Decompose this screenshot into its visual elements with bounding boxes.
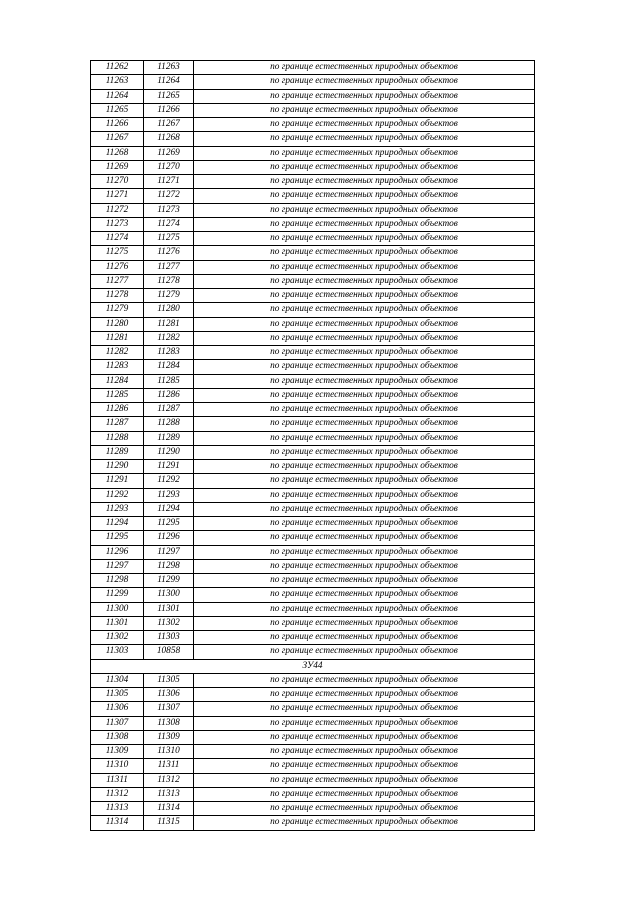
table-row	[91, 75, 535, 89]
table-row	[91, 303, 535, 317]
point-to-cell: 11282	[144, 331, 194, 345]
boundary-description-cell: по границе естественных природных объектов	[194, 474, 535, 488]
boundary-description-cell: по границе естественных природных объектов	[194, 445, 535, 459]
boundary-description-cell: по границе естественных природных объектов	[194, 745, 535, 759]
table-row	[91, 289, 535, 303]
table-row	[91, 816, 535, 830]
point-from-cell: 11282	[91, 346, 144, 360]
table-row	[91, 545, 535, 559]
point-to-cell: 11271	[144, 175, 194, 189]
point-from-cell: 11309	[91, 745, 144, 759]
point-to-cell: 11314	[144, 802, 194, 816]
boundary-description-cell: по границе естественных природных объектов	[194, 602, 535, 616]
point-to-cell: 11267	[144, 118, 194, 132]
point-from-cell: 11284	[91, 374, 144, 388]
point-to-cell: 11273	[144, 203, 194, 217]
table-row	[91, 445, 535, 459]
table-row	[91, 602, 535, 616]
point-to-cell: 11272	[144, 189, 194, 203]
boundary-description-cell: по границе естественных природных объектов	[194, 388, 535, 402]
table-row	[91, 317, 535, 331]
point-from-cell: 11310	[91, 759, 144, 773]
boundary-description-cell: по границе естественных природных объектов	[194, 246, 535, 260]
table-row	[91, 574, 535, 588]
point-from-cell: 11297	[91, 559, 144, 573]
table-row	[91, 89, 535, 103]
point-from-cell: 11262	[91, 61, 144, 75]
boundary-description-cell: по границе естественных природных объектов	[194, 773, 535, 787]
point-from-cell: 11275	[91, 246, 144, 260]
point-from-cell: 11291	[91, 474, 144, 488]
boundary-description-cell: по границе естественных природных объектов	[194, 730, 535, 744]
point-to-cell: 11297	[144, 545, 194, 559]
point-to-cell: 11277	[144, 260, 194, 274]
boundary-description-cell: по границе естественных природных объектов	[194, 260, 535, 274]
point-from-cell: 11299	[91, 588, 144, 602]
table-row	[91, 61, 535, 75]
point-from-cell: 11286	[91, 403, 144, 417]
table-row	[91, 217, 535, 231]
boundary-description-cell: по границе естественных природных объектов	[194, 346, 535, 360]
point-to-cell: 11281	[144, 317, 194, 331]
point-to-cell: 11286	[144, 388, 194, 402]
point-from-cell: 11302	[91, 631, 144, 645]
point-from-cell: 11271	[91, 189, 144, 203]
point-from-cell: 11283	[91, 360, 144, 374]
boundary-description-cell: по границе естественных природных объектов	[194, 645, 535, 659]
point-to-cell: 11303	[144, 631, 194, 645]
boundary-description-cell: по границе естественных природных объектов	[194, 61, 535, 75]
table-row	[91, 146, 535, 160]
point-to-cell: 11288	[144, 417, 194, 431]
point-to-cell: 11289	[144, 431, 194, 445]
boundary-description-cell: по границе естественных природных объектов	[194, 716, 535, 730]
point-from-cell: 11314	[91, 816, 144, 830]
point-from-cell: 11294	[91, 517, 144, 531]
point-to-cell: 11291	[144, 460, 194, 474]
table-row	[91, 616, 535, 630]
boundary-description-cell: по границе естественных природных объектов	[194, 331, 535, 345]
point-from-cell: 11311	[91, 773, 144, 787]
table-row	[91, 688, 535, 702]
point-from-cell: 11267	[91, 132, 144, 146]
point-to-cell: 11275	[144, 232, 194, 246]
boundary-description-cell: по границе естественных природных объектов	[194, 616, 535, 630]
point-from-cell: 11303	[91, 645, 144, 659]
table-row	[91, 759, 535, 773]
table-row	[91, 189, 535, 203]
point-to-cell: 11301	[144, 602, 194, 616]
point-to-cell: 11311	[144, 759, 194, 773]
table-row	[91, 559, 535, 573]
point-to-cell: 11295	[144, 517, 194, 531]
boundary-description-cell: по границе естественных природных объектов	[194, 787, 535, 801]
boundary-description-cell: по границе естественных природных объектов	[194, 132, 535, 146]
point-from-cell: 11313	[91, 802, 144, 816]
boundary-description-cell: по границе естественных природных объектов	[194, 702, 535, 716]
table-row	[91, 232, 535, 246]
point-to-cell: 11278	[144, 274, 194, 288]
section-heading-row	[91, 659, 535, 673]
boundary-description-cell: по границе естественных природных объектов	[194, 431, 535, 445]
table-row	[91, 745, 535, 759]
table-row	[91, 702, 535, 716]
boundary-description-cell: по границе естественных природных объектов	[194, 317, 535, 331]
point-from-cell: 11312	[91, 787, 144, 801]
table-row	[91, 474, 535, 488]
point-to-cell: 11280	[144, 303, 194, 317]
boundary-description-cell: по границе естественных природных объектов	[194, 75, 535, 89]
boundary-description-cell: по границе естественных природных объектов	[194, 631, 535, 645]
point-from-cell: 11278	[91, 289, 144, 303]
point-from-cell: 11308	[91, 730, 144, 744]
point-from-cell: 11289	[91, 445, 144, 459]
point-to-cell: 11308	[144, 716, 194, 730]
table-row	[91, 502, 535, 516]
table-row	[91, 118, 535, 132]
point-from-cell: 11287	[91, 417, 144, 431]
point-from-cell: 11263	[91, 75, 144, 89]
boundary-description-cell: по границе естественных природных объектов	[194, 203, 535, 217]
table-row	[91, 160, 535, 174]
point-to-cell: 11274	[144, 217, 194, 231]
point-to-cell: 11293	[144, 488, 194, 502]
table-row	[91, 460, 535, 474]
table-body	[91, 61, 535, 831]
point-to-cell: 11292	[144, 474, 194, 488]
point-to-cell: 11263	[144, 61, 194, 75]
point-to-cell: 11312	[144, 773, 194, 787]
boundary-description-cell: по границе естественных природных объектов	[194, 274, 535, 288]
point-to-cell: 11296	[144, 531, 194, 545]
boundary-description-cell: по границе естественных природных объектов	[194, 189, 535, 203]
table-row	[91, 716, 535, 730]
table-row	[91, 203, 535, 217]
boundary-description-cell: по границе естественных природных объектов	[194, 517, 535, 531]
point-from-cell: 11306	[91, 702, 144, 716]
boundary-description-cell: по границе естественных природных объектов	[194, 217, 535, 231]
boundary-description-cell: по границе естественных природных объектов	[194, 417, 535, 431]
point-from-cell: 11285	[91, 388, 144, 402]
table-row	[91, 331, 535, 345]
boundary-description-cell: по границе естественных природных объектов	[194, 103, 535, 117]
point-from-cell: 11298	[91, 574, 144, 588]
table-row	[91, 260, 535, 274]
boundary-description-cell: по границе естественных природных объектов	[194, 673, 535, 687]
table-row	[91, 246, 535, 260]
point-from-cell: 11304	[91, 673, 144, 687]
boundary-description-cell: по границе естественных природных объектов	[194, 802, 535, 816]
point-to-cell: 11290	[144, 445, 194, 459]
boundary-description-cell: по границе естественных природных объектов	[194, 160, 535, 174]
point-to-cell: 11299	[144, 574, 194, 588]
boundary-description-cell: по границе естественных природных объектов	[194, 403, 535, 417]
boundary-description-cell: по границе естественных природных объектов	[194, 545, 535, 559]
point-to-cell: 11302	[144, 616, 194, 630]
point-from-cell: 11288	[91, 431, 144, 445]
boundary-points-table	[90, 60, 535, 831]
table-row	[91, 802, 535, 816]
point-from-cell: 11277	[91, 274, 144, 288]
point-from-cell: 11272	[91, 203, 144, 217]
boundary-description-cell: по границе естественных природных объектов	[194, 374, 535, 388]
point-from-cell: 11293	[91, 502, 144, 516]
point-to-cell: 11268	[144, 132, 194, 146]
point-to-cell: 11283	[144, 346, 194, 360]
table-row	[91, 588, 535, 602]
point-to-cell: 11287	[144, 403, 194, 417]
boundary-description-cell: по границе естественных природных объектов	[194, 559, 535, 573]
point-from-cell: 11300	[91, 602, 144, 616]
point-from-cell: 11292	[91, 488, 144, 502]
boundary-description-cell: по границе естественных природных объектов	[194, 588, 535, 602]
table-row	[91, 417, 535, 431]
point-from-cell: 11281	[91, 331, 144, 345]
boundary-description-cell: по границе естественных природных объектов	[194, 688, 535, 702]
point-to-cell: 11313	[144, 787, 194, 801]
table-row	[91, 673, 535, 687]
boundary-description-cell: по границе естественных природных объектов	[194, 289, 535, 303]
boundary-description-cell: по границе естественных природных объектов	[194, 303, 535, 317]
boundary-description-cell: по границе естественных природных объектов	[194, 488, 535, 502]
table-row	[91, 431, 535, 445]
point-from-cell: 11265	[91, 103, 144, 117]
table-row	[91, 787, 535, 801]
point-from-cell: 11268	[91, 146, 144, 160]
table-row	[91, 103, 535, 117]
point-from-cell: 11307	[91, 716, 144, 730]
table-row	[91, 360, 535, 374]
point-to-cell: 11269	[144, 146, 194, 160]
table-row	[91, 730, 535, 744]
point-to-cell: 11264	[144, 75, 194, 89]
point-to-cell: 11306	[144, 688, 194, 702]
point-to-cell: 11298	[144, 559, 194, 573]
table-row	[91, 388, 535, 402]
point-to-cell: 11270	[144, 160, 194, 174]
boundary-description-cell: по границе естественных природных объектов	[194, 232, 535, 246]
point-to-cell: 11310	[144, 745, 194, 759]
boundary-description-cell: по границе естественных природных объектов	[194, 118, 535, 132]
point-from-cell: 11276	[91, 260, 144, 274]
point-from-cell: 11290	[91, 460, 144, 474]
point-to-cell: 11294	[144, 502, 194, 516]
point-to-cell: 11309	[144, 730, 194, 744]
table-row	[91, 346, 535, 360]
boundary-description-cell: по границе естественных природных объектов	[194, 531, 535, 545]
point-from-cell: 11264	[91, 89, 144, 103]
table-row	[91, 374, 535, 388]
point-to-cell: 11266	[144, 103, 194, 117]
point-from-cell: 11301	[91, 616, 144, 630]
point-to-cell: 11279	[144, 289, 194, 303]
table-row	[91, 631, 535, 645]
point-from-cell: 11295	[91, 531, 144, 545]
boundary-description-cell: по границе естественных природных объектов	[194, 574, 535, 588]
point-to-cell: 11305	[144, 673, 194, 687]
point-to-cell: 11284	[144, 360, 194, 374]
point-from-cell: 11269	[91, 160, 144, 174]
point-from-cell: 11270	[91, 175, 144, 189]
point-to-cell: 11276	[144, 246, 194, 260]
boundary-description-cell: по границе естественных природных объектов	[194, 460, 535, 474]
point-from-cell: 11280	[91, 317, 144, 331]
point-from-cell: 11305	[91, 688, 144, 702]
table-row	[91, 488, 535, 502]
boundary-description-cell: по границе естественных природных объектов	[194, 502, 535, 516]
point-from-cell: 11266	[91, 118, 144, 132]
point-to-cell: 10858	[144, 645, 194, 659]
table-row	[91, 403, 535, 417]
point-to-cell: 11265	[144, 89, 194, 103]
table-row	[91, 175, 535, 189]
boundary-description-cell: по границе естественных природных объектов	[194, 175, 535, 189]
table-row	[91, 274, 535, 288]
table-row	[91, 132, 535, 146]
point-to-cell: 11300	[144, 588, 194, 602]
point-to-cell: 11315	[144, 816, 194, 830]
point-from-cell: 11273	[91, 217, 144, 231]
table-row	[91, 773, 535, 787]
point-from-cell: 11274	[91, 232, 144, 246]
point-to-cell: 11285	[144, 374, 194, 388]
section-heading: ЗУ44	[91, 659, 535, 673]
point-from-cell: 11279	[91, 303, 144, 317]
table-row	[91, 531, 535, 545]
table-row	[91, 645, 535, 659]
boundary-description-cell: по границе естественных природных объектов	[194, 146, 535, 160]
point-from-cell: 11296	[91, 545, 144, 559]
boundary-description-cell: по границе естественных природных объектов	[194, 759, 535, 773]
table-row	[91, 517, 535, 531]
point-to-cell: 11307	[144, 702, 194, 716]
boundary-description-cell: по границе естественных природных объектов	[194, 89, 535, 103]
boundary-description-cell: по границе естественных природных объектов	[194, 816, 535, 830]
boundary-description-cell: по границе естественных природных объектов	[194, 360, 535, 374]
